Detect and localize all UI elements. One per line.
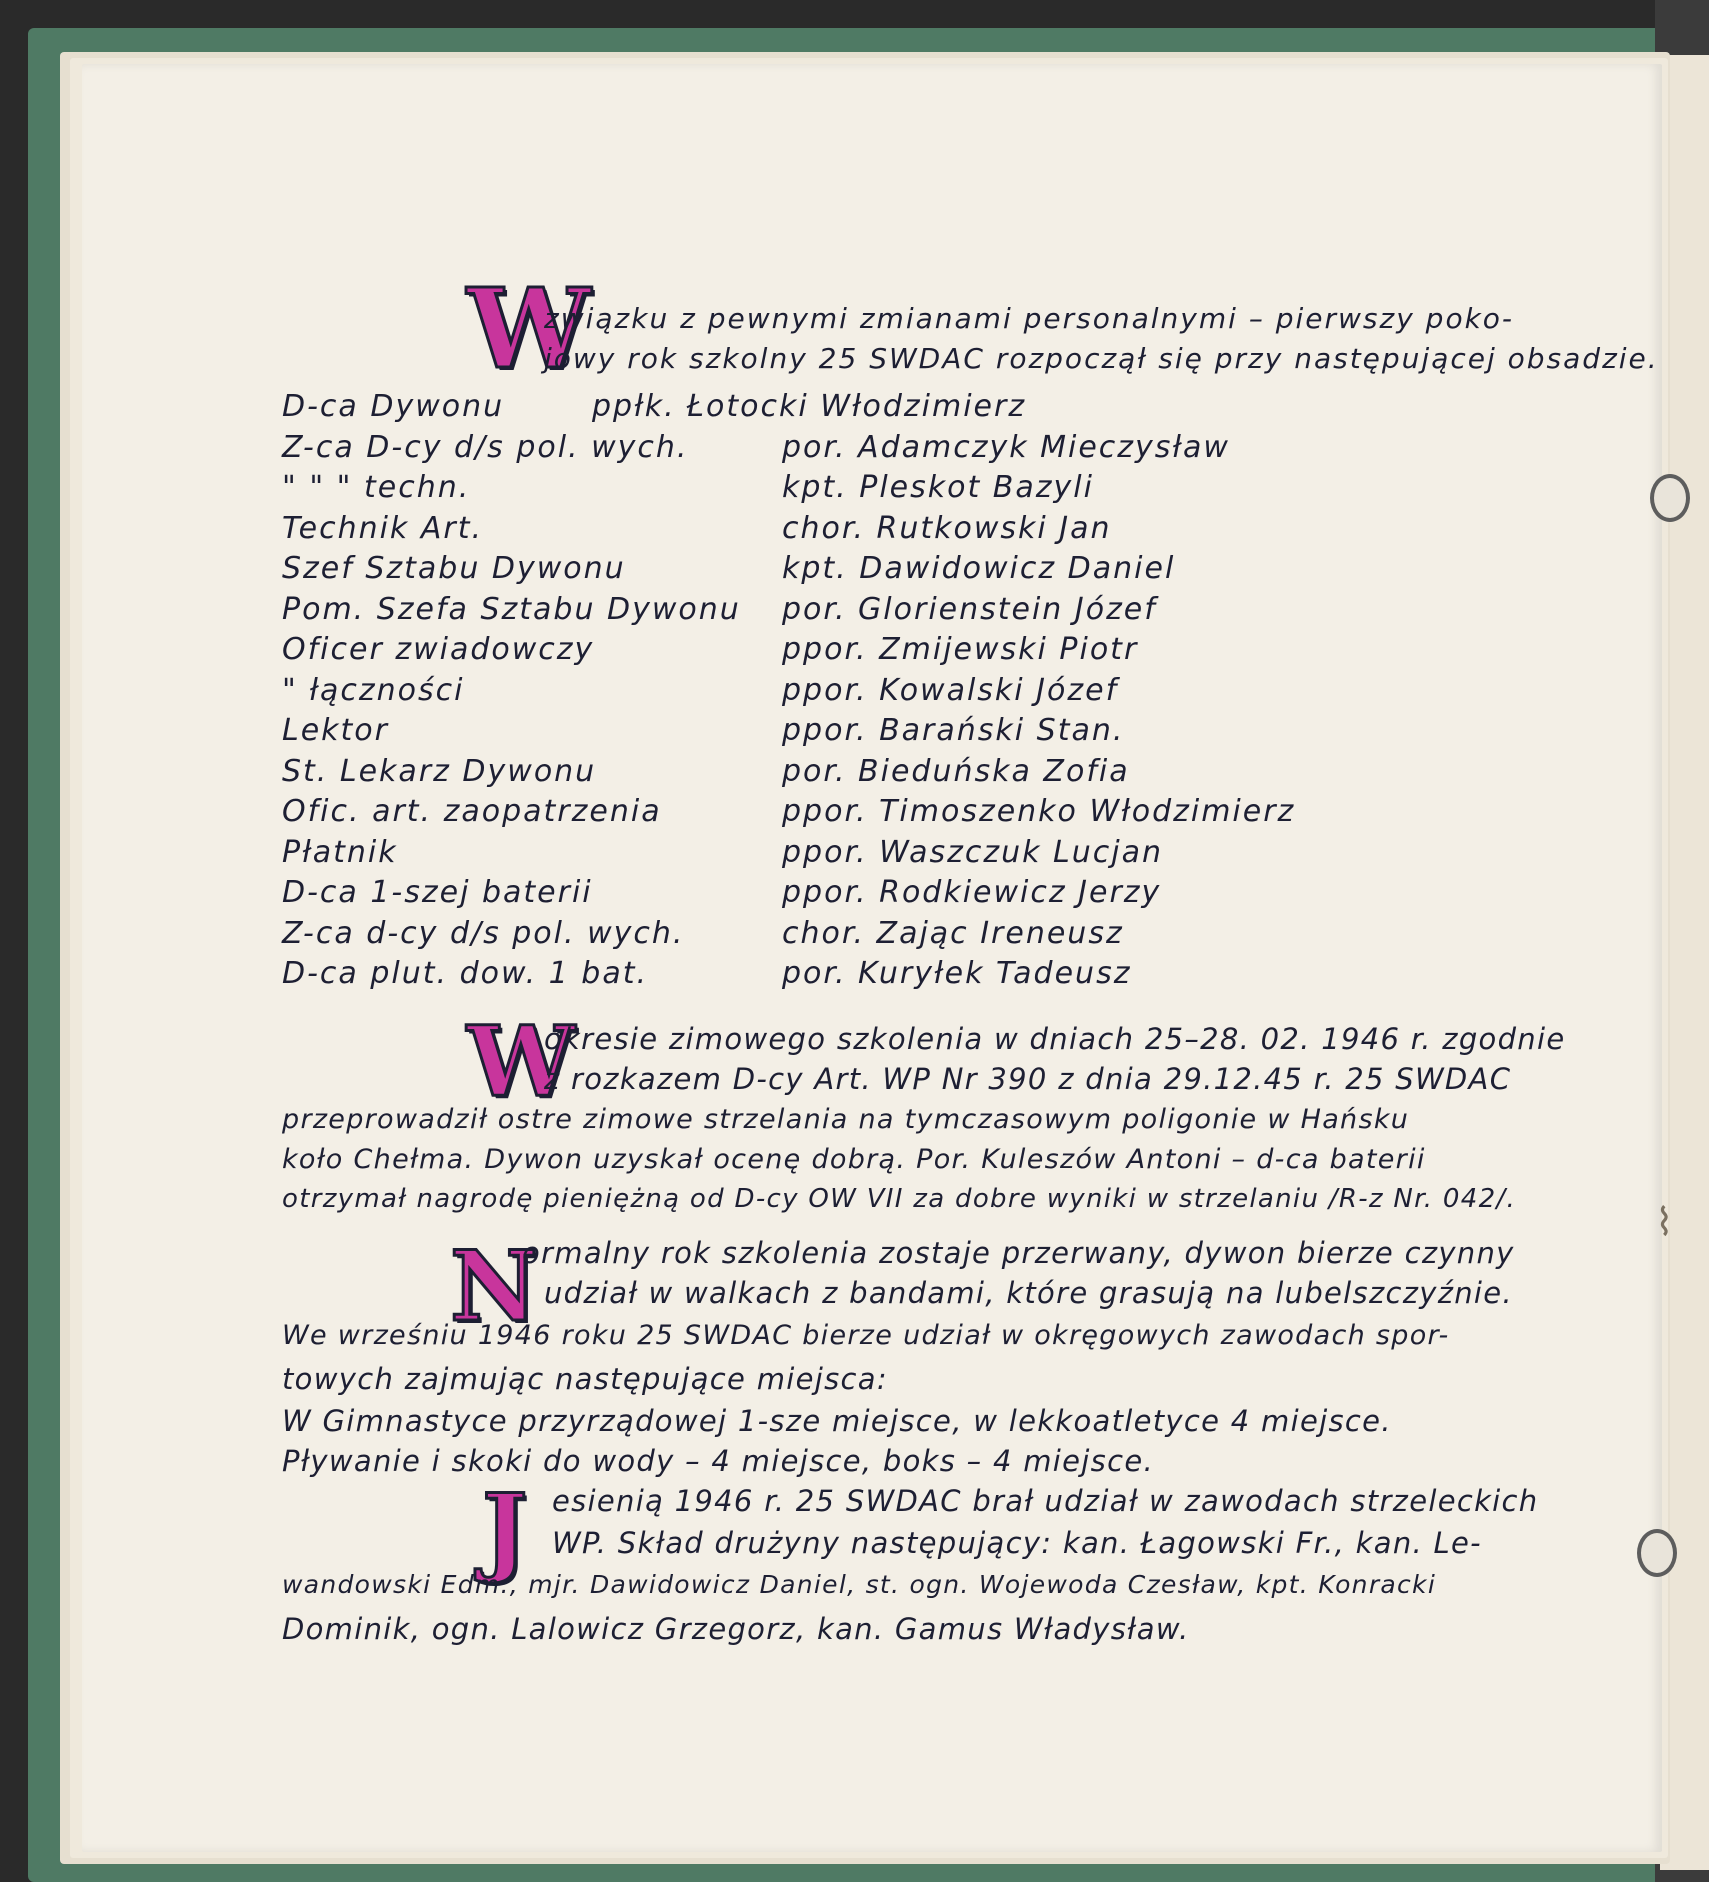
roster-person: chor. Rutkowski Jan bbox=[782, 510, 1112, 546]
paragraph2-line: z rozkazem D-cy Art. WP Nr 390 z dnia 29.12.45 r. 25 SWDAC bbox=[544, 1062, 1512, 1096]
roster-post: Z-ca d-cy d/s pol. wych. bbox=[282, 915, 685, 951]
roster-person: ppłk. Łotocki Włodzimierz bbox=[592, 389, 1027, 424]
roster-post: Pom. Szefa Sztabu Dywonu bbox=[282, 591, 741, 627]
paragraph3-line: ormalny rok szkolenia zostaje przerwany, dywon bierze czynny bbox=[522, 1236, 1515, 1270]
roster-post: Oficer zwiadowczy bbox=[282, 632, 595, 667]
paragraph3-line: udział w walkach z bandami, które grasują na lubelszczyźnie. bbox=[544, 1276, 1513, 1310]
roster-post: D-ca plut. dow. 1 bat. bbox=[282, 956, 649, 991]
punch-hole-bottom bbox=[1637, 1529, 1677, 1577]
roster-post: Ofic. art. zaopatrzenia bbox=[282, 794, 662, 829]
paragraph2-line: okresie zimowego szkolenia w dniach 25–28. 02. 1946 r. zgodnie bbox=[544, 1022, 1566, 1056]
roster-post: Płatnik bbox=[282, 834, 398, 870]
paragraph1-line1: związku z pewnymi zmianami personalnymi – pierwszy poko- bbox=[544, 302, 1515, 335]
roster-person: kpt. Pleskot Bazyli bbox=[782, 470, 1094, 505]
roster-post: St. Lekarz Dywonu bbox=[282, 753, 597, 789]
paragraph2-line: przeprowadził ostre zimowe strzelania na tymczasowym poligonie w Hańsku bbox=[282, 1104, 1410, 1135]
decorated-initial-n: N bbox=[450, 1230, 538, 1343]
paragraph2-line: koło Chełma. Dywon uzyskał ocenę dobrą. Por. Kuleszów Antoni – d-ca baterii bbox=[282, 1144, 1426, 1175]
paragraph4-line: esienią 1946 r. 25 SWDAC brał udział w zawodach strzeleckich bbox=[552, 1484, 1539, 1518]
paragraph2-line: otrzymał nagrodę pieniężną od D-cy OW VII za dobre wyniki w strzelaniu /R-z Nr. 042/. bbox=[282, 1184, 1517, 1214]
roster-post: Lektor bbox=[282, 713, 389, 748]
binding-thread: ⌇ bbox=[1655, 1200, 1674, 1244]
paragraph4-line: Dominik, ogn. Lalowicz Grzegorz, kan. Gamus Władysław. bbox=[282, 1612, 1190, 1646]
roster-person: por. Adamczyk Mieczysław bbox=[782, 429, 1230, 465]
roster-person: kpt. Dawidowicz Daniel bbox=[782, 551, 1176, 586]
paragraph3-line: We wrześniu 1946 roku 25 SWDAC bierze udział w okręgowych zawodach spor- bbox=[282, 1320, 1450, 1351]
paragraph4-line: WP. Skład drużyny następujący: kan. Łagowski Fr., kan. Le- bbox=[552, 1526, 1482, 1560]
roster-post: D-ca Dywonu bbox=[282, 389, 505, 424]
decorated-initial-w: W bbox=[467, 264, 591, 393]
paragraph3-line: towych zajmując następujące miejsca: bbox=[282, 1362, 888, 1396]
roster-person: ppor. Kowalski Józef bbox=[782, 672, 1119, 708]
roster-person: por. Kuryłek Tadeusz bbox=[782, 956, 1132, 991]
roster-post: D-ca 1-szej baterii bbox=[282, 875, 593, 910]
roster-post: Technik Art. bbox=[282, 510, 483, 546]
decorated-initial-j: J bbox=[482, 1473, 528, 1586]
roster-person: por. Glorienstein Józef bbox=[782, 591, 1157, 627]
roster-post: Z-ca D-cy d/s pol. wych. bbox=[282, 429, 689, 465]
paragraph4-line: wandowski Edm., mjr. Dawidowicz Daniel, st. ogn. Wojewoda Czesław, kpt. Konracki bbox=[282, 1570, 1437, 1599]
roster-person: ppor. Waszczuk Lucjan bbox=[782, 834, 1163, 870]
roster-post: " " " techn. bbox=[282, 470, 471, 505]
decorated-initial-w-2: W bbox=[467, 1005, 575, 1118]
handwritten-page bbox=[82, 64, 1662, 1852]
roster-person: ppor. Timoszenko Włodzimierz bbox=[782, 794, 1296, 829]
roster-person: ppor. Rodkiewicz Jerzy bbox=[782, 875, 1162, 910]
paragraph1-line2: jowy rok szkolny 25 SWDAC rozpoczął się przy następującej obsadzie. bbox=[544, 342, 1659, 375]
roster-post: " łączności bbox=[282, 672, 465, 708]
paragraph3-line: W Gimnastyce przyrządowej 1-sze miejsce, w lekkoatletyce 4 miejsce. bbox=[282, 1404, 1392, 1438]
roster-post: Szef Sztabu Dywonu bbox=[282, 551, 626, 586]
roster-person: ppor. Zmijewski Piotr bbox=[782, 632, 1139, 667]
roster-person: ppor. Barański Stan. bbox=[782, 713, 1125, 748]
paragraph3-line: Pływanie i skoki do wody – 4 miejsce, boks – 4 miejsce. bbox=[282, 1444, 1154, 1478]
roster-person: por. Bieduńska Zofia bbox=[782, 753, 1130, 789]
roster-person: chor. Zając Ireneusz bbox=[782, 915, 1124, 951]
punch-hole-top bbox=[1650, 474, 1690, 522]
